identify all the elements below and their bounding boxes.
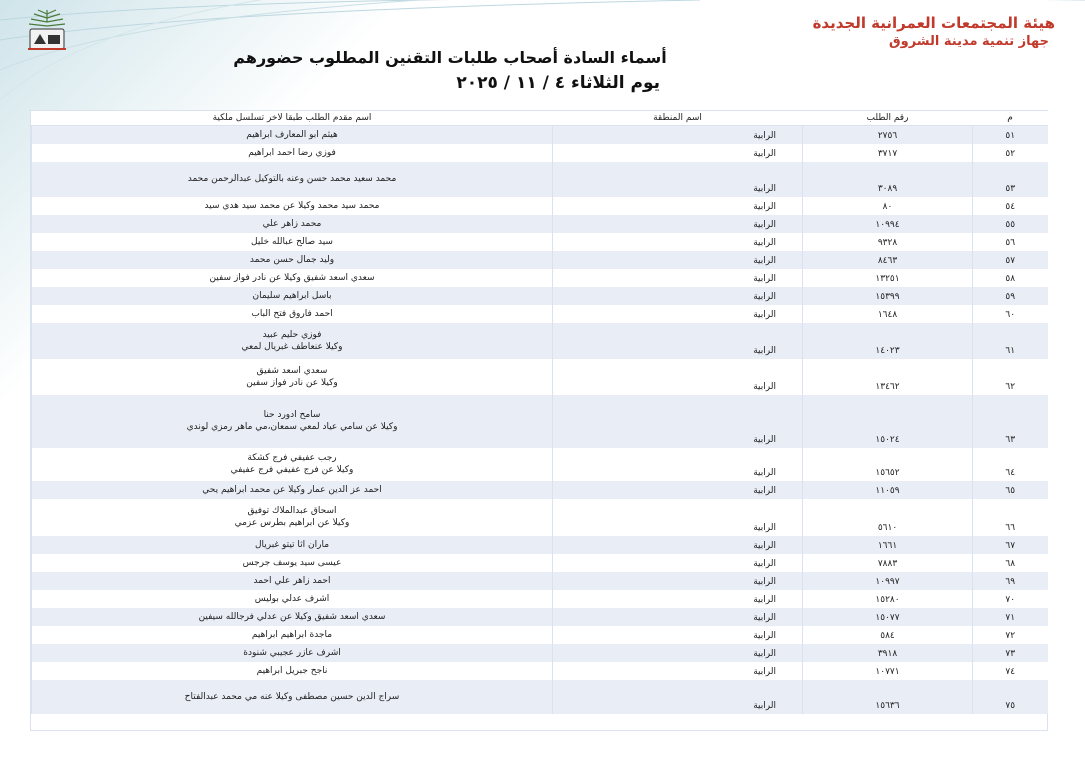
applicant-name-line: هيثم ابو المعارف ابراهيم <box>246 129 338 140</box>
applicant-name-line: سعدي اسعد شفيق وكيلا عن عدلي فرجالله سيفين <box>198 611 386 622</box>
cell-region: الرابية <box>553 305 803 323</box>
cell-serial: ٧٠ <box>973 590 1048 608</box>
table-row <box>32 126 1048 144</box>
cell-applicant-name <box>32 144 553 162</box>
cell-region: الرابية <box>553 144 803 162</box>
cell-region: الرابية <box>553 662 803 680</box>
cell-request-number: ٩٣٢٨ <box>803 233 973 251</box>
cell-serial: ٦٨ <box>973 554 1048 572</box>
table-row <box>32 215 1048 233</box>
table-row <box>32 554 1048 572</box>
cell-applicant-name <box>32 305 553 323</box>
cell-region: الرابية <box>553 359 803 395</box>
applicant-name-line: رجب عفيفي فرج كشكة <box>247 453 337 463</box>
cell-request-number: ١٥٦٥٢ <box>803 448 973 481</box>
cell-region: الرابية <box>553 608 803 626</box>
cell-serial: ٦٦ <box>973 499 1048 536</box>
table-row <box>32 536 1048 554</box>
table-row <box>32 608 1048 626</box>
table-row <box>32 572 1048 590</box>
cell-request-number: ٢٧٥٦ <box>803 126 973 144</box>
session-date: يوم الثلاثاء ٤ / ١١ / ٢٠٢٥ <box>456 73 660 93</box>
cell-region: الرابية <box>553 287 803 305</box>
cell-region: الرابية <box>553 572 803 590</box>
cell-region: الرابية <box>553 251 803 269</box>
applicant-name-line: وكيلا عن نادر فواز سفين <box>246 377 338 388</box>
organization-heading <box>813 14 1055 49</box>
table-row <box>32 448 1048 481</box>
cell-applicant-name <box>32 680 553 714</box>
cell-applicant-name <box>32 395 553 448</box>
column-header-region: اسم المنطقة <box>553 111 803 126</box>
page-title-block <box>180 48 720 93</box>
applicant-name-line: وليد جمال حسن محمد <box>249 254 335 265</box>
cell-serial: ٦٥ <box>973 481 1048 499</box>
cell-serial: ٧٣ <box>973 644 1048 662</box>
cell-region: الرابية <box>553 499 803 536</box>
cell-serial: ٥٨ <box>973 269 1048 287</box>
cell-applicant-name <box>32 287 553 305</box>
cell-serial: ٦٣ <box>973 395 1048 448</box>
cell-serial: ٥٧ <box>973 251 1048 269</box>
applicant-name-line: احمد عز الدين عمار وكيلا عن محمد ابراهيم يحي <box>202 484 382 495</box>
applicant-name-line: سعدي اسعد شفيق <box>256 365 328 376</box>
applicants-table-container <box>30 110 1048 731</box>
cell-serial: ٥٤ <box>973 197 1048 215</box>
cell-region: الرابية <box>553 323 803 359</box>
column-header-serial: م <box>973 111 1048 126</box>
cell-serial: ٦٠ <box>973 305 1048 323</box>
cell-applicant-name <box>32 481 553 499</box>
cell-request-number: ١٣٢٥١ <box>803 269 973 287</box>
cell-request-number: ١٥٢٨٠ <box>803 590 973 608</box>
cell-applicant-name <box>32 233 553 251</box>
cell-region: الرابية <box>553 590 803 608</box>
cell-applicant-name <box>32 269 553 287</box>
cell-region: الرابية <box>553 215 803 233</box>
cell-serial: ٧١ <box>973 608 1048 626</box>
cell-applicant-name <box>32 197 553 215</box>
applicant-name-line: اسحاق عبدالملاك توفيق <box>247 506 337 516</box>
applicant-name-line: ماران اثا تيتو غبريال <box>254 539 330 550</box>
cell-request-number: ١٣٤٦٢ <box>803 359 973 395</box>
cell-region: الرابية <box>553 448 803 481</box>
cell-applicant-name <box>32 626 553 644</box>
cell-region: الرابية <box>553 680 803 714</box>
applicant-name-line: محمد سعيد محمد حسن وعنه بالتوكيل عبدالرحمن محمد <box>187 174 397 184</box>
cell-serial: ٥٢ <box>973 144 1048 162</box>
cell-applicant-name <box>32 126 553 144</box>
cell-request-number: ١٥٠٧٧ <box>803 608 973 626</box>
cell-request-number: ١٠٧٧١ <box>803 662 973 680</box>
column-header-request-number: رقم الطلب <box>803 111 973 126</box>
cell-serial: ٦٤ <box>973 448 1048 481</box>
applicant-name-line: سعدي اسعد شفيق وكيلا عن نادر فواز سفين <box>209 272 375 283</box>
applicant-name-line: سامح ادورد حنا <box>263 410 321 420</box>
authority-logo-icon <box>20 6 74 54</box>
applicant-name-line: عيسى سيد يوسف جرجس <box>242 557 342 568</box>
cell-serial: ٧٢ <box>973 626 1048 644</box>
cell-serial: ٦٩ <box>973 572 1048 590</box>
cell-applicant-name <box>32 323 553 359</box>
applicant-name-line: فوزي رضا احمد ابراهيم <box>248 147 336 158</box>
cell-serial: ٥٥ <box>973 215 1048 233</box>
cell-serial: ٥٦ <box>973 233 1048 251</box>
applicants-table <box>31 111 1048 714</box>
applicant-name-line: وكيلا عنعاطف غبريال لمعي <box>241 341 343 352</box>
org-sub-name: جهاز تنمية مدينة الشروق <box>889 34 1049 49</box>
cell-applicant-name <box>32 554 553 572</box>
cell-applicant-name <box>32 536 553 554</box>
table-row <box>32 359 1048 395</box>
applicant-name-line: فوزي حليم عبيد <box>262 329 322 340</box>
table-header-row <box>32 111 1048 126</box>
applicant-name-line: احمد زاهر علي احمد <box>253 575 331 586</box>
table-row <box>32 197 1048 215</box>
table-row <box>32 395 1048 448</box>
cell-applicant-name <box>32 644 553 662</box>
cell-request-number: ١٥٦٣٦ <box>803 680 973 714</box>
cell-serial: ٧٥ <box>973 680 1048 714</box>
cell-applicant-name <box>32 359 553 395</box>
applicant-name-line: سيد صالح عبالله خليل <box>251 236 333 247</box>
cell-serial: ٦١ <box>973 323 1048 359</box>
cell-applicant-name <box>32 662 553 680</box>
cell-region: الرابية <box>553 269 803 287</box>
table-body <box>32 126 1048 714</box>
table-row <box>32 233 1048 251</box>
cell-region: الرابية <box>553 395 803 448</box>
cell-region: الرابية <box>553 233 803 251</box>
cell-region: الرابية <box>553 481 803 499</box>
table-row <box>32 499 1048 536</box>
applicant-name-line: محمد زاهر علي <box>262 218 322 229</box>
cell-region: الرابية <box>553 536 803 554</box>
table-row <box>32 287 1048 305</box>
cell-request-number: ١٥٣٩٩ <box>803 287 973 305</box>
cell-serial: ٦٧ <box>973 536 1048 554</box>
cell-request-number: ١١٠٥٩ <box>803 481 973 499</box>
applicant-name-line: وكيلا عن ابراهيم بطرس عزمي <box>234 518 350 528</box>
cell-applicant-name <box>32 448 553 481</box>
cell-request-number: ٣٠٨٩ <box>803 162 973 197</box>
cell-applicant-name <box>32 162 553 197</box>
cell-request-number: ١٤٠٢٣ <box>803 323 973 359</box>
cell-region: الرابية <box>553 162 803 197</box>
cell-applicant-name <box>32 590 553 608</box>
cell-region: الرابية <box>553 126 803 144</box>
cell-serial: ٥١ <box>973 126 1048 144</box>
cell-applicant-name <box>32 215 553 233</box>
applicant-name-line: محمد سيد محمد وكيلا عن محمد سيد هدي سيد <box>204 200 380 211</box>
cell-applicant-name <box>32 572 553 590</box>
table-row <box>32 162 1048 197</box>
table-row <box>32 626 1048 644</box>
table-row <box>32 662 1048 680</box>
table-row <box>32 680 1048 714</box>
applicant-name-line: وكيلا عن فرج عفيفي فرج عفيفي <box>230 465 354 475</box>
cell-region: الرابية <box>553 197 803 215</box>
cell-applicant-name <box>32 608 553 626</box>
table-row <box>32 269 1048 287</box>
cell-request-number: ١٠٩٩٤ <box>803 215 973 233</box>
cell-serial: ٦٢ <box>973 359 1048 395</box>
cell-region: الرابية <box>553 644 803 662</box>
applicant-name-line: باسل ابراهيم سليمان <box>252 290 332 301</box>
cell-request-number: ٥٨٤ <box>803 626 973 644</box>
cell-serial: ٧٤ <box>973 662 1048 680</box>
cell-request-number: ٣٩١٨ <box>803 644 973 662</box>
page-title: أسماء السادة أصحاب طلبات التقنين المطلوب حضورهم <box>233 48 667 67</box>
column-header-applicant-name: اسم مقدم الطلب طبقا لاخر تسلسل ملكية <box>32 111 553 126</box>
applicant-name-line: ماجدة ابراهيم ابراهيم <box>251 629 333 640</box>
cell-request-number: ١٦٦١ <box>803 536 973 554</box>
table-row <box>32 590 1048 608</box>
table-row <box>32 251 1048 269</box>
applicant-name-line: سراج الدين حسين مصطفى وكيلا عنه مي محمد عبدالفتاح <box>184 691 400 702</box>
table-row <box>32 323 1048 359</box>
applicant-name-line: وكيلا عن سامي عياد لمعي سمعان،مي ماهر رمزي لوندي <box>186 422 398 432</box>
cell-region: الرابية <box>553 626 803 644</box>
cell-applicant-name <box>32 499 553 536</box>
cell-request-number: ٨٠ <box>803 197 973 215</box>
cell-request-number: ١٦٤٨ <box>803 305 973 323</box>
table-row <box>32 481 1048 499</box>
table-row <box>32 305 1048 323</box>
table-row <box>32 644 1048 662</box>
cell-request-number: ١٠٩٩٧ <box>803 572 973 590</box>
table-row <box>32 144 1048 162</box>
applicant-name-line: ناجح جبريل ابراهيم <box>256 665 328 676</box>
applicant-name-line: اشرف عدلي بوليس <box>254 593 330 604</box>
cell-request-number: ٨٤٦٣ <box>803 251 973 269</box>
cell-region: الرابية <box>553 554 803 572</box>
cell-serial: ٥٣ <box>973 162 1048 197</box>
cell-request-number: ٣٧١٧ <box>803 144 973 162</box>
cell-serial: ٥٩ <box>973 287 1048 305</box>
cell-request-number: ٧٨٨٣ <box>803 554 973 572</box>
cell-request-number: ٥٦١٠ <box>803 499 973 536</box>
applicant-name-line: احمد فاروق فتح الباب <box>251 308 333 319</box>
org-name: هيئة المجتمعات العمرانية الجديدة <box>812 14 1055 32</box>
applicant-name-line: اشرف عازر عجيبي شنودة <box>243 647 341 658</box>
cell-request-number: ١٥٠٢٤ <box>803 395 973 448</box>
cell-applicant-name <box>32 251 553 269</box>
